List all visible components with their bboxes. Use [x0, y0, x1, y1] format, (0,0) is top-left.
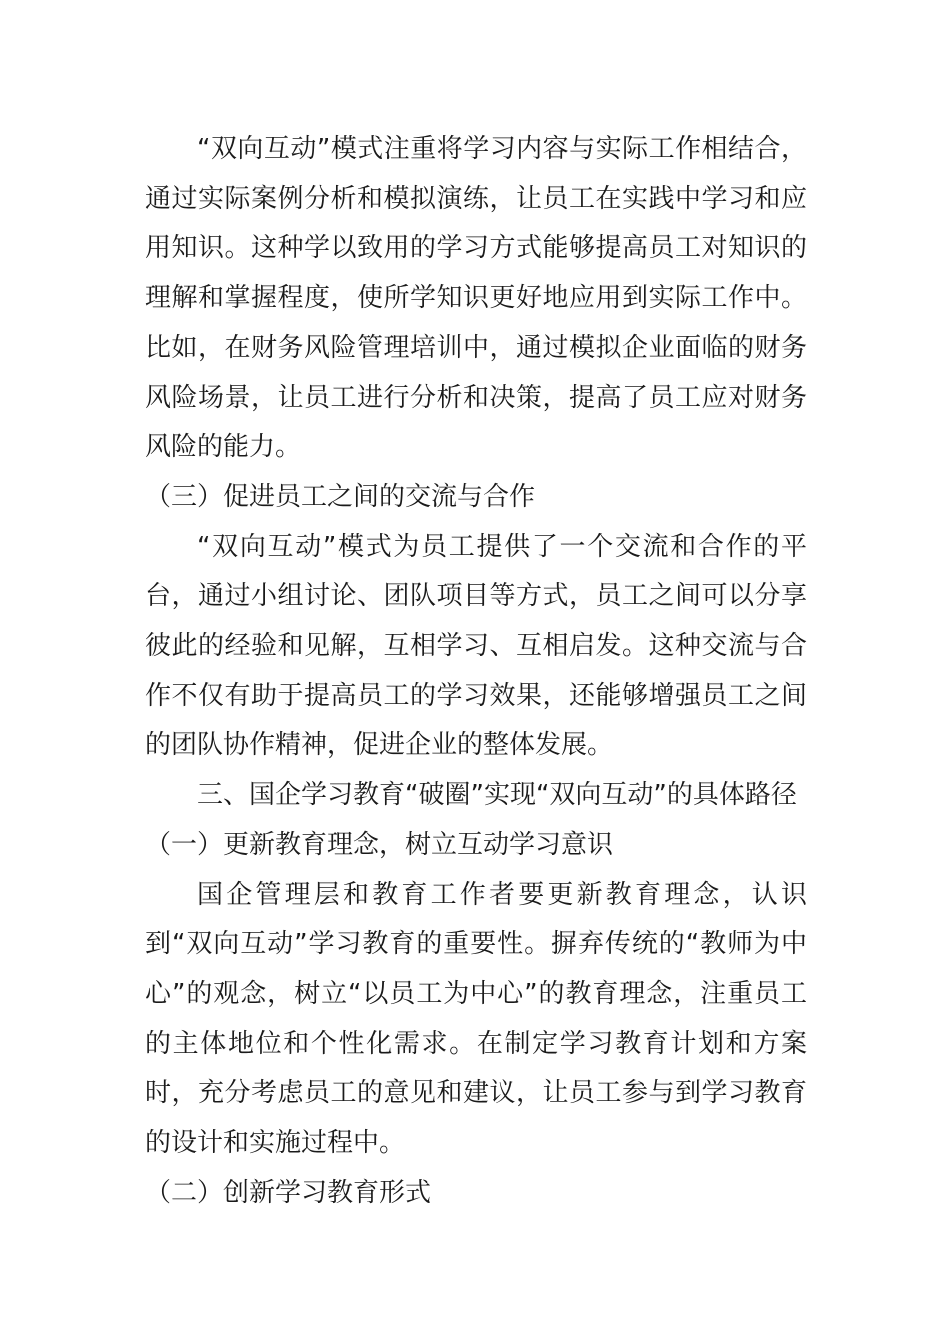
subheading: （一）更新教育理念，树立互动学习意识 [145, 829, 614, 860]
body-paragraph: 国企管理层和教育工作者要更新教育理念，认识到“双向互动”学习教育的重要性。摒弃传统的“教师为中心”的观念，树立“以员工为中心”的教育理念，注重员工的主体地位和个性化需求。在制定学习教育计划和方案时，充分考虑员工的意见和建议，让员工参与到学习教育的设计和实施过程中。 [145, 879, 807, 1159]
subheading: （二）创新学习教育形式 [145, 1177, 432, 1208]
document-body [145, 125, 807, 1218]
body-paragraph: “双向互动”模式为员工提供了一个交流和合作的平台，通过小组讨论、团队项目等方式，员工之间可以分享彼此的经验和见解，互相学习、互相启发。这种交流与合作不仅有助于提高员工的学习效果，还能够增强员工之间的团队协作精神，促进企业的整体发展。 [145, 531, 807, 761]
subheading: （三）促进员工之间的交流与合作 [145, 481, 536, 512]
body-paragraph: “双向互动”模式注重将学习内容与实际工作相结合，通过实际案例分析和模拟演练，让员工在实践中学习和应用知识。这种学以致用的学习方式能够提高员工对知识的理解和掌握程度，使所学知识更好地应用到实际工作中。比如，在财务风险管理培训中，通过模拟企业面临的财务风险场景，让员工进行分析和决策，提高了员工应对财务风险的能力。 [145, 134, 807, 463]
section-heading: 三、国企学习教育“破圈”实现“双向互动”的具体路径 [197, 780, 797, 811]
